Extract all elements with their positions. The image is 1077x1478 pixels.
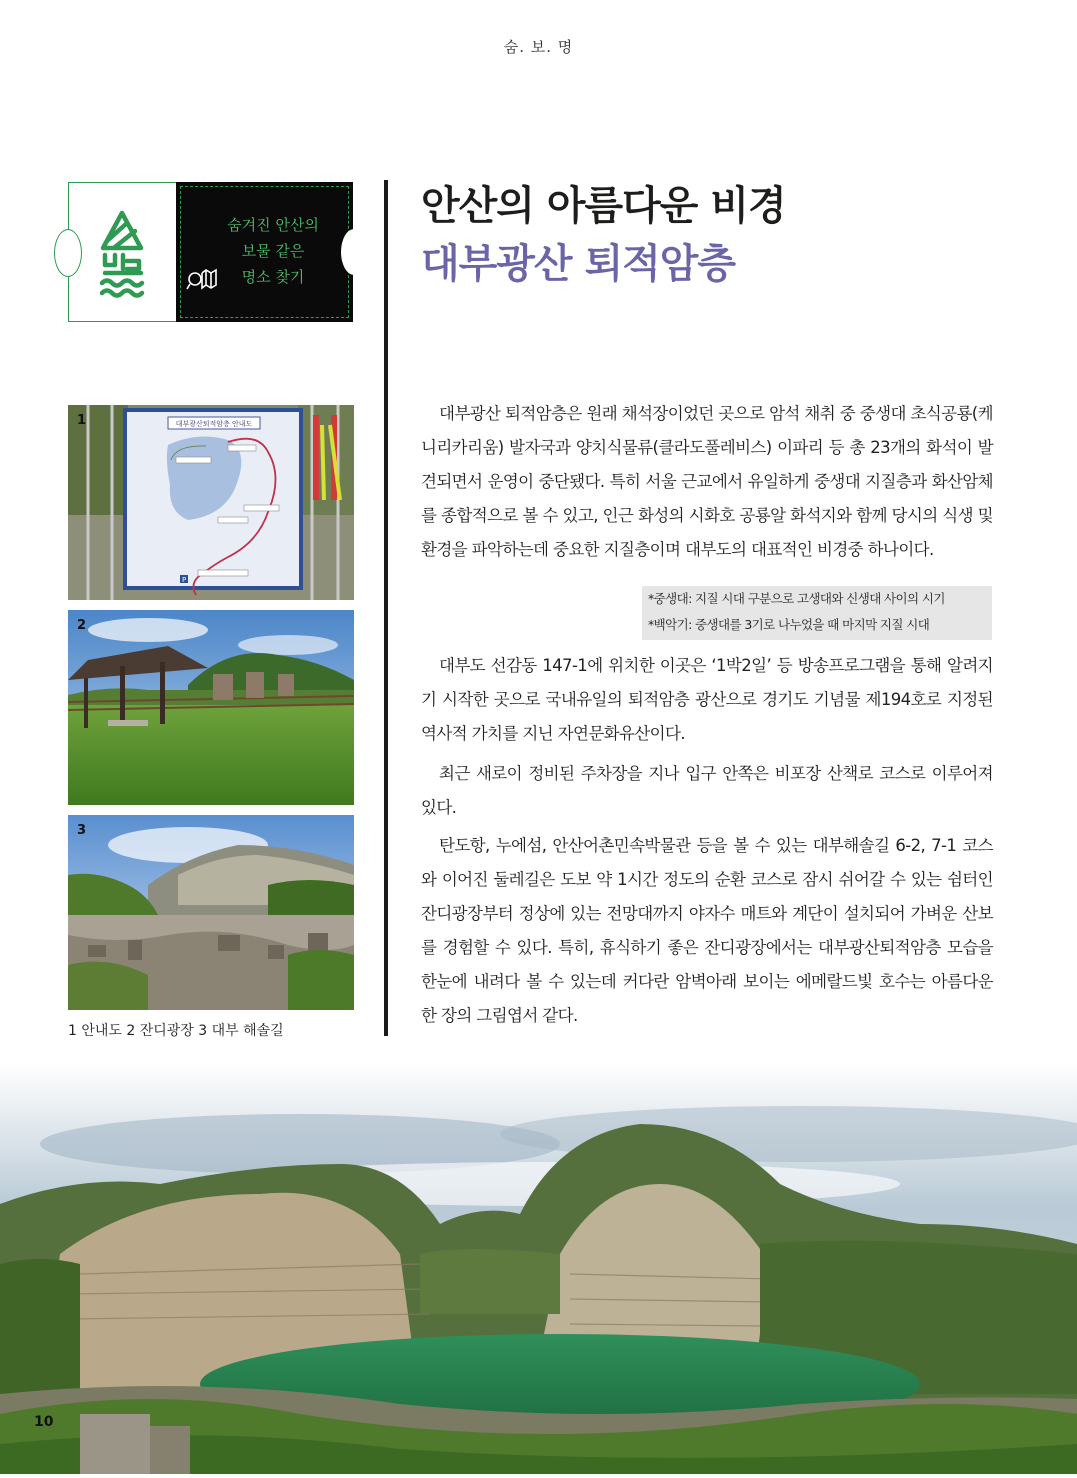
photo-number-2: 2: [77, 618, 87, 633]
badge-line-2: 보물 같은: [241, 242, 305, 260]
ticket-notch-right: [341, 229, 367, 275]
quarry-lake-panorama: [0, 1064, 1077, 1474]
column-divider: [384, 180, 388, 1036]
ansan-logo-icon: [69, 183, 176, 320]
photo-lawn-square: [68, 610, 354, 805]
paragraph-text: 대부도 선감동 147-1에 위치한 이곳은 ‘1박2일’ 등 방송프로그램을 통해 알려지기 시작한 곳으로 국내유일의 퇴적암층 광산으로 경기도 기념물 제194호로 지정된 역사적 가치를 지닌 자연문화유산이다.: [421, 656, 993, 743]
footnote-1: *중생대: 지질 시대 구분으로 고생대와 신생대 사이의 시기: [648, 591, 945, 606]
section-header: 숨. 보. 명: [503, 38, 574, 56]
photo-guide-map: [68, 405, 354, 600]
footnote-2: *백악기: 중생대를 3기로 나누었을 때 마지막 지질 시대: [648, 617, 930, 632]
paragraph-text: 대부광산 퇴적암층은 원래 채석장이었던 곳으로 암석 채취 중 중생대 초식공룡(케니리카리움) 발자국과 양치식물류(클라도풀레비스) 이파리 등 총 23개의 화석이 발견되면서 운영이 중단됐다. 특히 서울 근교에서 유일하게 중생대 지질층과 화산암체를 종합적으로 볼 수 있고, 인근 화성의 시화호 공룡알 화석지와 함께 당시의 식생 및 환경을 파악하는데 중요한 지질층이며 대부도의 대표적인 비경중 하나이다.: [421, 404, 993, 559]
page-number: 10: [34, 1414, 54, 1430]
section-badge: [68, 182, 353, 322]
body-paragraph-1: [421, 397, 993, 567]
ticket-notch-left: [54, 229, 82, 277]
badge-line-1: 숨겨진 안산의: [227, 216, 319, 234]
paragraph-text: 최근 새로이 정비된 주차장을 지나 입구 안쪽은 비포장 산책로 코스로 이루어져 있다.: [421, 764, 993, 817]
sign-title: 대부광산퇴적암층 안내도: [175, 420, 253, 428]
photo-haesol-trail: [68, 815, 354, 1010]
body-paragraph-2: [421, 649, 993, 751]
body-paragraph-3: [421, 757, 993, 825]
photo-number-1: 1: [77, 413, 87, 428]
photo-caption: 1 안내도 2 잔디광장 3 대부 해솔길: [68, 1023, 284, 1039]
badge-text: [218, 212, 328, 290]
body-paragraph-4: [421, 829, 993, 1033]
badge-line-3: 명소 찾기: [241, 268, 305, 286]
page-subtitle: 대부광산 퇴적암층: [421, 241, 736, 287]
badge-logo-panel: [68, 182, 178, 322]
page-title: 안산의 아름다운 비경: [421, 183, 786, 229]
paragraph-text: 탄도항, 누에섬, 안산어촌민속박물관 등을 볼 수 있는 대부해솔길 6-2, 7-1 코스와 이어진 둘레길은 도보 약 1시간 정도의 순환 코스로 잠시 쉬어갈 수 있는 쉼터인 잔디광장부터 정상에 있는 전망대까지 야자수 매트와 계단이 설치되어 가벼운 산보를 경험할 수 있다. 특히, 휴식하기 좋은 잔디광장에서는 대부광산퇴적암층 모습을 한눈에 내려다 볼 수 있는데 커다란 암벽아래 보이는 에메랄드빛 호수는 아름다운 한 장의 그림엽서 같다.: [421, 836, 993, 1025]
svg-text:P: P: [182, 576, 187, 584]
footnote-box: [642, 586, 992, 640]
photo-number-3: 3: [77, 823, 87, 838]
map-search-icon: [186, 267, 218, 293]
